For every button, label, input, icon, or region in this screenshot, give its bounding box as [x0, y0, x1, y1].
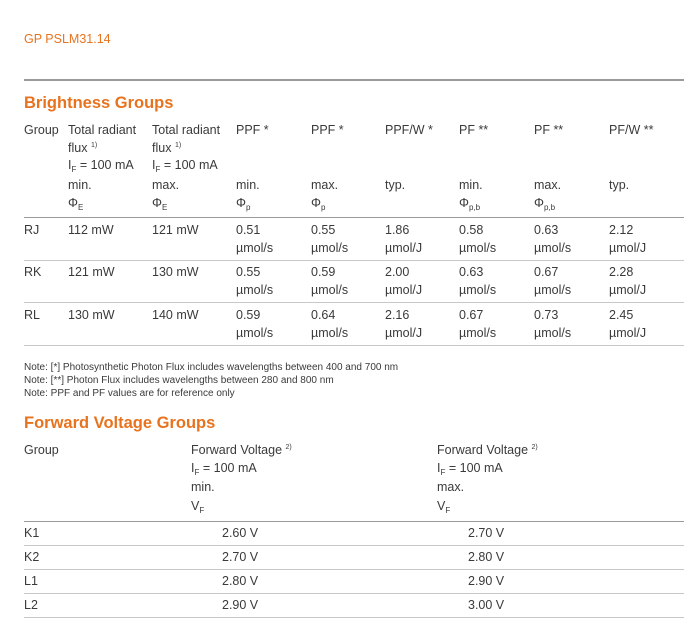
cell-pf-min: 0.67 [459, 308, 484, 322]
cell-pf-max: 0.73 [534, 308, 559, 322]
col-header-pfw: PF/W ** [609, 123, 654, 137]
fv-col-header-max-agg: max. [437, 480, 465, 494]
cell-unit: µmol/J [609, 241, 647, 255]
cell-pfw: 2.45 [609, 308, 634, 322]
note-pf: Note: [**] Photon Flux includes wavelengths between 280 and 800 nm [24, 375, 334, 386]
col-header-ppf-max-agg: max. [311, 178, 339, 192]
fv-col-header-min-cond: $I_F = 100$ mA [191, 461, 257, 477]
col-header-pf-min: PF ** [459, 123, 489, 137]
cell-unit: µmol/s [311, 241, 349, 255]
fv-cell-max: 2.80 V [468, 550, 505, 564]
row-divider [24, 260, 684, 261]
cell-unit: µmol/J [385, 326, 423, 340]
col-header-pf-min-sym: $\Phi_{p,b}$ [459, 196, 481, 212]
cell-unit: µmol/J [609, 283, 647, 297]
row-divider [24, 593, 684, 594]
col-header-pf-max: PF ** [534, 123, 564, 137]
row-divider [24, 617, 684, 618]
col-header-ppfw-agg: typ. [385, 178, 406, 192]
cell-ppf-max: 0.64 [311, 308, 336, 322]
col-header-pf-max-agg: max. [534, 178, 562, 192]
fv-cell-group: L2 [24, 598, 38, 612]
col-header-ppf-min-sym: $\Phi_p$ [236, 196, 251, 212]
col-header-flux-min-agg: min. [68, 178, 92, 192]
cell-pf-min: 0.58 [459, 223, 484, 237]
col-header-pf-min-agg: min. [459, 178, 483, 192]
cell-unit: µmol/s [534, 283, 572, 297]
brightness-title: Brightness Groups [24, 94, 174, 112]
document-id: GP PSLM31.14 [24, 32, 111, 46]
fv-cell-max: 2.90 V [468, 574, 505, 588]
fv-col-header-min-sym: $V_F$ [191, 499, 205, 515]
note-reference: Note: PPF and PF values are for reference only [24, 388, 235, 399]
col-header-ppf-min: PPF * [236, 123, 269, 137]
cell-unit: µmol/s [311, 326, 349, 340]
cell-ppfw: 1.86 [385, 223, 410, 237]
fv-cell-min: 2.70 V [222, 550, 259, 564]
fv-cell-min: 2.90 V [222, 598, 259, 612]
cell-ppf-min: 0.55 [236, 265, 261, 279]
col-header-ppf-min-agg: min. [236, 178, 260, 192]
col-header-group: Group [24, 123, 59, 137]
cell-pf-max: 0.63 [534, 223, 559, 237]
col-header-flux-max: Total radiant [152, 123, 221, 137]
cell-unit: µmol/s [459, 326, 497, 340]
cell-unit: µmol/s [236, 326, 274, 340]
cell-unit: µmol/s [459, 241, 497, 255]
cell-flux-max: 121 mW [152, 223, 199, 237]
cell-ppfw: 2.00 [385, 265, 410, 279]
brightness-header-rule [24, 217, 684, 218]
col-header-flux-min-cond: $I_F = 100$ mA [68, 158, 134, 174]
fv-col-header-min: Forward Voltage $^{2)}$ [191, 443, 292, 457]
cell-unit: µmol/J [609, 326, 647, 340]
cell-ppf-max: 0.59 [311, 265, 336, 279]
col-header-ppf-max: PPF * [311, 123, 344, 137]
cell-group: RK [24, 265, 42, 279]
col-header-flux-min: Total radiant [68, 123, 137, 137]
cell-unit: µmol/s [311, 283, 349, 297]
fv-cell-max: 3.00 V [468, 598, 505, 612]
cell-pf-min: 0.63 [459, 265, 484, 279]
cell-unit: µmol/J [385, 241, 423, 255]
cell-unit: µmol/s [534, 241, 572, 255]
col-header-ppfw: PPF/W * [385, 123, 433, 137]
cell-pfw: 2.12 [609, 223, 634, 237]
cell-flux-min: 121 mW [68, 265, 115, 279]
note-ppf: Note: [*] Photosynthetic Photon Flux includes wavelengths between 400 and 700 nm [24, 362, 399, 373]
cell-ppfw: 2.16 [385, 308, 410, 322]
fv-cell-group: K1 [24, 526, 40, 540]
row-divider [24, 302, 684, 303]
cell-pfw: 2.28 [609, 265, 634, 279]
cell-group: RJ [24, 223, 40, 237]
col-header-flux-max-l2: flux $^{1)}$ [152, 141, 182, 155]
fv-cell-min: 2.80 V [222, 574, 259, 588]
fv-col-header-max-sym: $V_F$ [437, 499, 451, 515]
forward-voltage-title: Forward Voltage Groups [24, 414, 216, 432]
col-header-ppf-max-sym: $\Phi_p$ [311, 196, 326, 212]
cell-unit: µmol/s [534, 326, 572, 340]
col-header-pfw-agg: typ. [609, 178, 630, 192]
fv-col-header-min-agg: min. [191, 480, 215, 494]
fv-cell-max: 2.70 V [468, 526, 505, 540]
cell-unit: µmol/s [236, 241, 274, 255]
row-divider [24, 569, 684, 570]
cell-unit: µmol/s [236, 283, 274, 297]
col-header-flux-min-sym: $\Phi_E$ [68, 196, 84, 212]
cell-unit: µmol/J [385, 283, 423, 297]
header-rule [24, 79, 684, 81]
cell-unit: µmol/s [459, 283, 497, 297]
col-header-flux-min-l2: flux $^{1)}$ [68, 141, 98, 155]
cell-ppf-max: 0.55 [311, 223, 336, 237]
fv-col-header-group: Group [24, 443, 59, 457]
cell-flux-min: 130 mW [68, 308, 115, 322]
col-header-flux-max-sym: $\Phi_E$ [152, 196, 168, 212]
cell-flux-max: 140 mW [152, 308, 199, 322]
cell-group: RL [24, 308, 40, 322]
cell-ppf-min: 0.59 [236, 308, 261, 322]
row-divider [24, 545, 684, 546]
fv-header-rule [24, 521, 684, 522]
fv-cell-group: K2 [24, 550, 40, 564]
fv-col-header-max-cond: $I_F = 100$ mA [437, 461, 503, 477]
cell-pf-max: 0.67 [534, 265, 559, 279]
cell-flux-max: 130 mW [152, 265, 199, 279]
fv-cell-min: 2.60 V [222, 526, 259, 540]
col-header-pf-max-sym: $\Phi_{p,b}$ [534, 196, 556, 212]
col-header-flux-max-cond: $I_F = 100$ mA [152, 158, 218, 174]
fv-cell-group: L1 [24, 574, 38, 588]
fv-col-header-max: Forward Voltage $^{2)}$ [437, 443, 538, 457]
cell-flux-min: 112 mW [68, 223, 114, 237]
col-header-flux-max-agg: max. [152, 178, 180, 192]
row-divider [24, 345, 684, 346]
cell-ppf-min: 0.51 [236, 223, 261, 237]
